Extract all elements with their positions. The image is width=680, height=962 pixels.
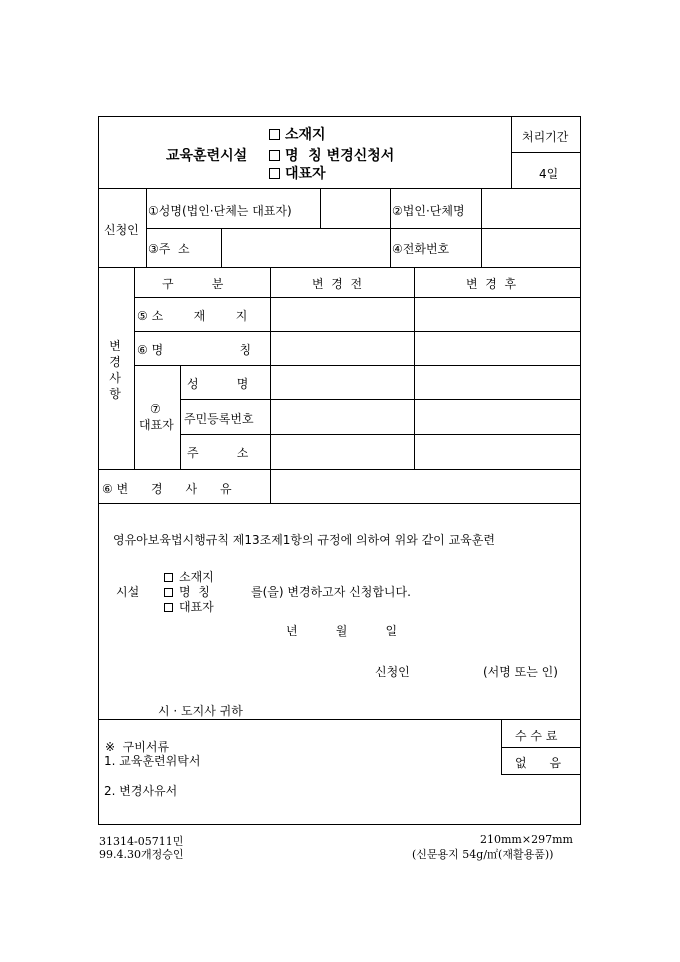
row-name-label: ⑥ 명 칭 [137,343,252,357]
date-line: 년 월 일 [286,624,398,638]
checkbox-icon [269,168,280,179]
col-category: 구 분 [162,277,224,291]
facility-label: 시설 [116,585,140,599]
divider [270,267,271,503]
org-name-field[interactable] [482,189,580,227]
phone-label: ④전화번호 [392,242,450,256]
divider [501,774,581,775]
divider [501,747,581,748]
body-option-representative[interactable]: 대표자 [164,598,214,615]
phone-field[interactable] [482,229,580,266]
divider [146,188,147,267]
reason-label: ⑥ 변 경 사 유 [102,482,232,496]
reason-field[interactable] [271,470,580,502]
col-after: 변 경 후 [466,277,517,291]
rep-resident-no-label: 주민등록번호 [184,412,254,426]
divider [134,267,135,469]
checkbox-icon [164,603,173,612]
org-label: ②법인·단체명 [392,204,465,218]
divider [134,331,581,332]
divider [134,297,581,298]
applicant-sign-label: 신청인 [375,665,410,679]
required-doc-item: 1. 교육훈련위탁서 [104,754,201,768]
rep-address-label: 주 소 [187,446,249,460]
title-option-representative[interactable]: 대표자 [269,163,326,183]
divider [98,267,581,268]
divider [98,503,581,504]
addressee: 시 · 도지사 귀하 [158,704,243,718]
rep-name-label: 성 명 [187,377,249,391]
divider [511,116,512,188]
processing-period-label: 처리기간 [522,130,569,144]
name-label: ①성명(법인·단체는 대표자) [148,204,292,218]
divider [134,365,581,366]
checkbox-icon [269,129,280,140]
checkbox-icon [164,573,173,582]
rep-number: ⑦ [150,402,161,416]
form-number: 31314-05711민 [99,835,184,848]
approval-date: 99.4.30개정승인 [99,848,184,861]
required-doc-item: 2. 변경사유서 [104,784,178,798]
checkbox-icon [269,150,280,161]
required-docs-title: ※ 구비서류 [105,740,170,754]
applicant-label: 신청인 [104,223,139,237]
fee-label: 수 수 료 [515,729,558,743]
divider [390,188,391,267]
divider [180,399,581,400]
divider [501,719,502,774]
divider [180,434,581,435]
divider [511,152,581,153]
divider [98,719,581,720]
address-label: ③주 소 [148,242,190,256]
paper-type: (신문용지 54g/㎡(재활용품)) [412,848,554,861]
changes-side-label: 변경사항 [109,339,121,401]
form-title-prefix: 교육훈련시설 [166,148,248,164]
col-before: 변 경 전 [312,277,363,291]
checkbox-icon [164,588,173,597]
processing-period-value: 4일 [539,167,559,181]
request-text: 를(을) 변경하고자 신청합니다. [251,585,411,599]
statement: 영유아보육법시행규칙 제13조제1항의 규정에 의하여 위와 같이 교육훈련 [113,533,495,547]
applicant-name-field[interactable] [321,189,389,227]
sign-note: (서명 또는 인) [483,665,558,679]
divider [180,365,181,469]
fee-value: 없 음 [515,756,562,770]
rep-label: 대표자 [139,418,174,432]
row-location-label: ⑤ 소 재 지 [137,309,248,323]
address-field[interactable] [222,229,389,266]
body-option-name[interactable]: 명 칭 [164,583,210,600]
paper-size: 210mm×297mm [480,833,573,846]
title-option-name[interactable]: 명 칭 변경신청서 [269,145,394,165]
title-option-location[interactable]: 소재지 [269,124,326,144]
divider [414,267,415,469]
body-option-location[interactable]: 소재지 [164,568,214,585]
